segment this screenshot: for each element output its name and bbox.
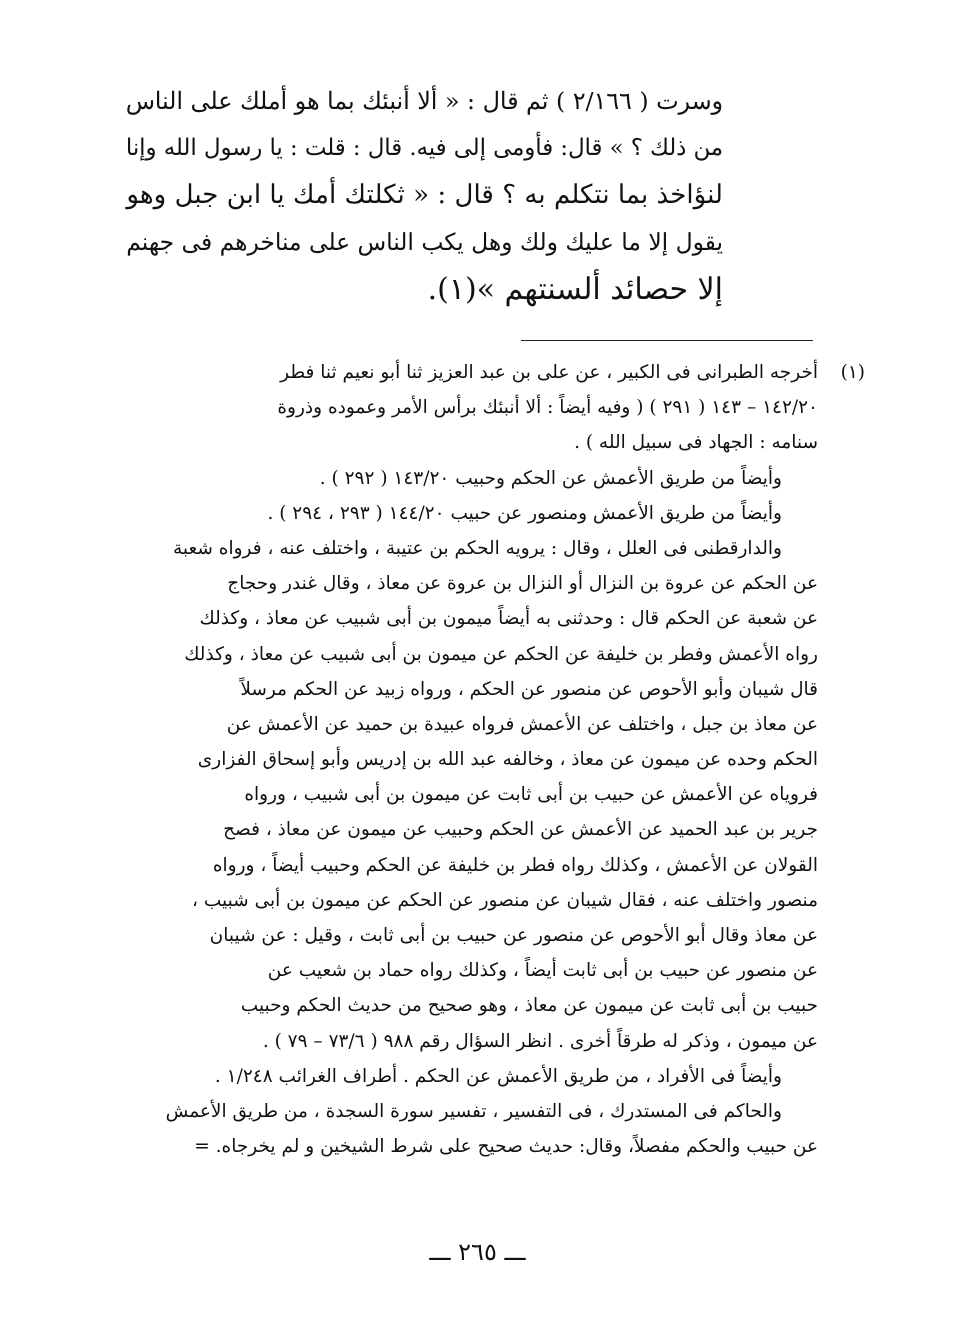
footnote-line: قال شيبان وأبو الأحوص عن منصور عن الحكم ، ورواه زبيد عن الحكم مرسلاً	[240, 678, 818, 700]
main-text-line: وسرت ( ٢/١٦٦ ) ثم قال : « ألا أنبئك بما هو أملك على الناس	[125, 87, 723, 115]
main-text-line: يقول إلا ما عليك ولك وهل يكب الناس على مناخرهم فى جهنم	[126, 228, 723, 256]
footnote-line: وأيضاً فى الأفراد ، من طريق الأعمش عن الحكم . أطراف الغرائب ١/٢٤٨ .	[214, 1065, 782, 1087]
footnote-line: والدارقطنى فى العلل ، وقال : يرويه الحكم بن عتيبة ، واختلف عنه ، فرواه شعبة	[172, 537, 782, 559]
footnote-line: أخرجه الطبرانى فى الكبير ، عن على بن عبد العزيز ثنا أبو نعيم ثنا فطر	[280, 362, 818, 383]
footnote-line: سنامه : الجهاد فى سبيل الله ) .	[574, 432, 818, 454]
main-text-line: إلا حصائد ألسنتهم »(١).	[427, 272, 723, 307]
footnote-line: عن منصور عن حبيب بن أبى ثابت أيضاً ، وكذلك رواه حماد بن شعيب عن	[267, 960, 818, 982]
footnote-line: عن معاذ بن جبل ، واختلف عن الأعمش فرواه عبيدة بن حميد عن الأعمش عن	[226, 713, 818, 735]
footnote-line: رواه الأعمش وفطر بن خليفة عن الحكم عن ميمون بن أبى شبيب عن معاذ ، وكذلك	[184, 643, 818, 665]
footnote-block	[118, 355, 818, 1164]
footnote-line: عن معاذ وقال أبو الأحوص عن منصور عن حبيب بن أبى ثابت ، وقيل : عن شيبان	[209, 925, 818, 946]
main-text-block	[123, 78, 723, 313]
footnote-separator	[521, 340, 813, 341]
main-text-line: من ذلك ؟ » قال: فأومى إلى فيه. قال : قلت : يا رسول الله وإنا	[125, 135, 723, 161]
footnote-line: وأيضاً من طريق الأعمش عن الحكم وحبيب ١٤٣/٢٠ ( ٢٩٢ ) .	[319, 467, 782, 489]
footnote-line: عن شعبة عن الحكم قال : وحدثنى به أيضاً ميمون بن أبى شبيب عن معاذ ، وكذلك	[199, 608, 818, 630]
footnote-line: جرير بن عبد الحميد عن الأعمش عن الحكم وحبيب عن ميمون عن معاذ ، فصح	[223, 819, 818, 841]
footnote-line: منصور واختلف عنه ، فقال شيبان عن منصور عن الحكم عن ميمون بن أبى شبيب ،	[192, 889, 818, 911]
footnote-line: عن الحكم عن عروة بن النزال أو النزال بن عروة عن معاذ ، وقال غندر وحجاج	[227, 573, 818, 595]
footnote-line: الحكم وحده عن ميمون عن معاذ ، وخالفه عبد الله بن إدريس وأبو إسحاق الفزارى	[197, 749, 818, 771]
page-number: ـــ ٢٦٥ ـــ	[429, 1238, 526, 1266]
footnote-line: عن حبيب والحكم مفصلاً، وقال: حديث صحيح على شرط الشيخين و لم يخرجاه. =	[194, 1136, 818, 1158]
footnote-line: القولان عن الأعمش ، وكذلك رواه فطر بن خليفة عن الحكم وحبيب أيضاً ، ورواه	[212, 854, 818, 876]
footnote-line: وأيضاً من طريق الأعمش ومنصور عن حبيب ١٤٤/٢٠ ( ٢٩٣ ، ٢٩٤ ) .	[267, 502, 782, 524]
footnote-line: والحاكم فى المستدرك ، فى التفسير ، تفسير سورة السجدة ، من طريق الأعمش	[165, 1100, 782, 1122]
main-text-line: لنؤاخذ بما نتكلم به ؟ قال : « ثكلتك أمك يا ابن جبل وهو	[126, 180, 723, 210]
footnote-line: فروياه عن الأعمش عن حبيب بن أبى ثابت عن ميمون بن أبى شبيب ، ورواه	[244, 784, 818, 806]
footnote-line: حبيب بن أبى ثابت عن ميمون عن معاذ ، وهو صحيح من حديث الحكم وحبيب	[240, 995, 818, 1017]
footnote-line: ١٤٢/٢٠ – ١٤٣ ( ٢٩١ ) ( وفيه أيضاً : ألا أنبئك برأس الأمر وعموده وذروة	[277, 397, 818, 419]
footnote-marker: (١)	[840, 362, 865, 383]
footnote-line: عن ميمون ، وذكر له طرقاً أخرى . انظر السؤال رقم ٩٨٨ ( ٧٣/٦ – ٧٩ ) .	[262, 1030, 818, 1052]
